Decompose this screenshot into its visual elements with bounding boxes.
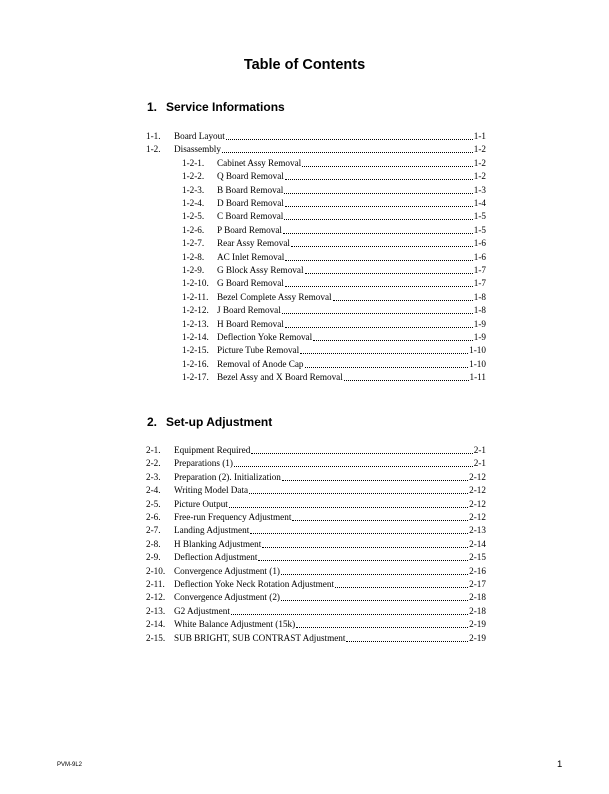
toc-entry-number: 2-12. (146, 592, 166, 603)
toc-entry-number: 1-2-1. (182, 157, 205, 168)
toc-entry[interactable] (182, 264, 486, 277)
dot-leader (344, 380, 469, 381)
toc-entry-page: 2-12 (469, 471, 486, 482)
toc-entry-number: 1-2-12. (182, 305, 209, 316)
toc-entry-number: 1-2-3. (182, 184, 205, 195)
toc-entry-page: 2-1 (473, 458, 486, 469)
toc-entry-page: 2-19 (469, 632, 486, 643)
toc-entry-label: Deflection Adjustment (174, 552, 258, 563)
toc-entry-number: 2-2. (146, 458, 161, 469)
toc-entry-label: AC Inlet Removal (217, 251, 285, 262)
toc-entry-label: Picture Output (174, 498, 228, 509)
toc-entry-number: 1-2. (146, 144, 161, 155)
toc-entry-page: 1-6 (473, 238, 486, 249)
toc-entry-label: C Board Removal (217, 211, 284, 222)
toc-entry[interactable] (146, 565, 486, 578)
toc-entry-number: 2-3. (146, 471, 161, 482)
toc-entry-page: 2-13 (469, 525, 486, 536)
page-title: Table of Contents (243, 57, 366, 73)
toc-entry-page: 1-2 (473, 144, 486, 155)
dot-leader (249, 493, 468, 494)
toc-entry-label: Disassembly (174, 144, 221, 155)
dot-leader (284, 193, 472, 194)
toc-entry[interactable] (182, 304, 486, 317)
toc-entry[interactable] (146, 551, 486, 564)
toc-entry[interactable] (182, 291, 486, 304)
dot-leader (313, 340, 473, 341)
toc-entry[interactable] (146, 444, 486, 457)
toc-entry-label: D Board Removal (217, 198, 284, 208)
dot-leader (335, 587, 468, 588)
dot-leader (222, 152, 473, 153)
toc-entry-number: 1-2-4. (182, 198, 205, 208)
toc-entry-number: 1-2-8. (182, 251, 205, 262)
toc-entry[interactable] (182, 157, 486, 170)
section-heading-1 (147, 100, 285, 114)
dot-leader (305, 273, 473, 274)
dot-leader (258, 560, 468, 561)
toc-entry-number: 1-2-14. (182, 332, 209, 342)
toc-entry[interactable] (182, 371, 486, 384)
dot-leader (296, 627, 468, 628)
dot-leader (285, 206, 473, 207)
toc-entry[interactable] (146, 605, 486, 618)
toc-entry-page: 2-16 (469, 565, 486, 576)
toc-entry-label: Rear Assy Removal (217, 238, 290, 249)
toc-entry-line (174, 524, 486, 537)
toc-entry-line (174, 605, 486, 618)
toc-entry-number: 2-1. (146, 445, 161, 455)
toc-entry-line (174, 130, 486, 143)
toc-entry-line (174, 444, 486, 457)
toc-entry-line (217, 291, 486, 304)
dot-leader (346, 641, 468, 642)
toc-entry-number: 1-2-15. (182, 345, 209, 356)
dot-leader (285, 260, 472, 261)
toc-entry-line (174, 484, 486, 497)
toc-entry-page: 2-18 (469, 592, 486, 603)
toc-entry-line (174, 457, 486, 470)
toc-entry-page: 2-12 (469, 498, 486, 509)
dot-leader (251, 453, 472, 454)
dot-leader (291, 246, 473, 247)
section-heading-2 (147, 415, 272, 429)
toc-entry-page: 2-17 (469, 579, 486, 589)
toc-entry-label: Free-run Frequency Adjustment (174, 512, 292, 522)
toc-entry-line (217, 358, 486, 371)
toc-entry-label: Landing Adjustment (174, 525, 250, 536)
footer-model-name: PVM-9L2 (57, 762, 83, 768)
toc-entry[interactable] (146, 143, 486, 156)
dot-leader (285, 179, 473, 180)
toc-entry-page: 1-6 (473, 251, 486, 262)
toc-entry-page: 1-7 (473, 278, 486, 289)
toc-entry-line (217, 304, 486, 317)
dot-leader (282, 313, 473, 314)
toc-entry[interactable] (182, 210, 486, 223)
toc-entry-number: 2-4. (146, 485, 161, 496)
toc-entry-number: 1-2-10. (182, 278, 209, 289)
toc-entry-label: Writing Model Data (174, 485, 249, 496)
dot-leader (285, 327, 473, 328)
toc-entry-label: Cabinet Assy Removal (217, 157, 302, 168)
dot-leader (302, 166, 473, 167)
toc-entry-page: 1-1 (473, 131, 486, 141)
toc-entry-page: 1-10 (469, 358, 486, 369)
toc-entry[interactable] (146, 511, 486, 524)
toc-entry-line (217, 197, 486, 210)
toc-entry-number: 1-2-6. (182, 224, 205, 235)
toc-entry-line (174, 511, 486, 524)
section-number: 2. (147, 415, 158, 429)
toc-entry-number: 2-11. (146, 579, 165, 589)
toc-entry-page: 2-18 (469, 605, 486, 616)
toc-entry-line (217, 264, 486, 277)
toc-entry[interactable] (182, 251, 486, 264)
toc-entry-line (217, 251, 486, 264)
toc-entry-line (174, 632, 486, 645)
toc-entry[interactable] (182, 358, 486, 371)
toc-entry-number: 2-7. (146, 525, 161, 536)
toc-entry[interactable] (182, 318, 486, 331)
toc-entry-line (217, 224, 486, 237)
toc-entry-line (217, 157, 486, 170)
toc-entry-line (217, 277, 486, 290)
toc-entry-page: 2-12 (469, 485, 486, 496)
toc-entry-label: Board Layout (174, 131, 225, 141)
toc-entry-label: White Balance Adjustment (15k) (174, 619, 296, 630)
toc-entry[interactable] (146, 632, 486, 645)
dot-leader (281, 600, 468, 601)
toc-entry-number: 1-2-13. (182, 318, 209, 329)
toc-entry-page: 1-5 (473, 224, 486, 235)
toc-entry-label: Preparations (1) (174, 458, 233, 469)
toc-entry-page: 1-11 (469, 372, 486, 383)
toc-entry-number: 2-6. (146, 512, 161, 522)
dot-leader (229, 507, 468, 508)
toc-entry-number: 2-13. (146, 605, 166, 616)
dot-leader (333, 300, 473, 301)
toc-entry-number: 2-8. (146, 538, 161, 549)
toc-entry[interactable] (182, 277, 486, 290)
dot-leader (234, 466, 473, 467)
toc-entry-line (217, 237, 486, 250)
toc-entry-number: 2-15. (146, 632, 166, 643)
toc-entry[interactable] (182, 344, 486, 357)
toc-entry-label: Q Board Removal (217, 171, 284, 182)
toc-entry-line (217, 184, 486, 197)
toc-entry[interactable] (146, 498, 486, 511)
toc-entry-label: G2 Adjustment (174, 605, 230, 616)
toc-entry-number: 2-5. (146, 498, 161, 509)
toc-entry-line (174, 538, 486, 551)
toc-entry[interactable] (146, 591, 486, 604)
toc-entry[interactable] (146, 578, 486, 591)
toc-entry-line (174, 471, 486, 484)
section-title: Set-up Adjustment (166, 415, 273, 429)
toc-entry-label: Removal of Anode Cap (217, 358, 304, 369)
toc-entry[interactable] (182, 331, 486, 344)
toc-entry-page: 2-1 (473, 445, 486, 455)
toc-entry-page: 2-14 (469, 538, 486, 549)
toc-entry-label: H Board Removal (217, 318, 284, 329)
toc-entry-line (174, 618, 486, 631)
toc-entry-line (217, 170, 486, 183)
toc-entry-label: G Board Removal (217, 278, 284, 289)
toc-entry-number: 2-10. (146, 565, 166, 576)
toc-entry-label: Preparation (2). Initialization (174, 471, 281, 482)
toc-entry[interactable] (182, 224, 486, 237)
toc-entry-page: 2-15 (469, 552, 486, 563)
toc-entry-number: 1-2-9. (182, 265, 205, 275)
toc-entry-label: Bezel Assy and X Board Removal (217, 372, 343, 383)
toc-entry-number: 1-2-16. (182, 358, 209, 369)
toc-entry-label: Bezel Complete Assy Removal (217, 291, 332, 302)
toc-entry-page: 1-9 (473, 318, 486, 329)
toc-entry-number: 2-9. (146, 552, 161, 563)
toc-entry-page: 1-2 (473, 157, 486, 168)
toc-entry[interactable] (146, 484, 486, 497)
toc-entry-page: 1-2 (473, 171, 486, 182)
toc-entry-line (174, 498, 486, 511)
dot-leader (282, 480, 468, 481)
toc-entry-line (217, 210, 486, 223)
toc-entry-number: 2-14. (146, 619, 166, 630)
toc-entry-line (174, 551, 486, 564)
toc-entry[interactable] (146, 538, 486, 551)
toc-entry-label: SUB BRIGHT, SUB CONTRAST Adjustment (174, 632, 346, 643)
toc-entry-label: J Board Removal (217, 305, 281, 316)
toc-entry[interactable] (182, 237, 486, 250)
toc-entry-label: Deflection Yoke Removal (217, 332, 313, 342)
toc-entry-line (174, 591, 486, 604)
dot-leader (231, 614, 468, 615)
toc-entry-label: Convergence Adjustment (2) (174, 592, 280, 603)
toc-entry-page: 1-7 (473, 265, 486, 275)
toc-entry-label: Convergence Adjustment (1) (174, 565, 280, 576)
dot-leader (262, 547, 468, 548)
toc-entry-line (217, 344, 486, 357)
toc-entry-label: Deflection Yoke Neck Rotation Adjustment (174, 579, 334, 589)
toc-entry-line (174, 565, 486, 578)
section-title: Service Informations (166, 100, 285, 114)
toc-entry-line (217, 318, 486, 331)
dot-leader (250, 533, 468, 534)
dot-leader (281, 574, 468, 575)
toc-entry-page: 1-9 (473, 332, 486, 342)
toc-entry-page: 2-19 (469, 619, 486, 630)
toc-entry-number: 1-1. (146, 131, 161, 141)
toc-entry-page: 1-8 (473, 305, 486, 316)
toc-entry-page: 1-10 (469, 345, 486, 356)
toc-entry-number: 1-2-17. (182, 372, 209, 383)
toc-entry-label: H Blanking Adjustment (174, 538, 262, 549)
toc-entry-label: Equipment Required (174, 445, 251, 455)
toc-entry[interactable] (146, 130, 486, 143)
toc-entry[interactable] (146, 457, 486, 470)
toc-entry[interactable] (182, 197, 486, 210)
dot-leader (305, 367, 469, 368)
toc-entry[interactable] (146, 471, 486, 484)
toc-entry-page: 1-3 (473, 184, 486, 195)
dot-leader (284, 219, 472, 220)
toc-entry[interactable] (182, 184, 486, 197)
dot-leader (285, 286, 473, 287)
dot-leader (226, 139, 473, 140)
toc-entry-number: 1-2-11. (182, 291, 209, 302)
dot-leader (300, 353, 468, 354)
toc-entry-number: 1-2-2. (182, 171, 205, 182)
section-number: 1. (147, 100, 158, 114)
toc-entry-label: B Board Removal (217, 184, 284, 195)
toc-entry-line (174, 143, 486, 156)
toc-entry-line (217, 331, 486, 344)
toc-entry-page: 2-12 (469, 512, 486, 522)
toc-entry-number: 1-2-7. (182, 238, 205, 249)
toc-entry-page: 1-4 (473, 198, 486, 208)
dot-leader (292, 520, 468, 521)
toc-entry-page: 1-8 (473, 291, 486, 302)
toc-entry-label: P Board Removal (217, 224, 282, 235)
toc-entry-page: 1-5 (473, 211, 486, 222)
toc-entry-number: 1-2-5. (182, 211, 205, 222)
toc-entry[interactable] (146, 524, 486, 537)
toc-entry-line (217, 371, 486, 384)
toc-entry[interactable] (146, 618, 486, 631)
dot-leader (283, 233, 473, 234)
toc-entry-label: Picture Tube Removal (217, 345, 300, 356)
footer-page-number: 1 (557, 759, 563, 770)
toc-entry[interactable] (182, 170, 486, 183)
toc-entry-line (174, 578, 486, 591)
toc-entry-label: G Block Assy Removal (217, 265, 304, 275)
